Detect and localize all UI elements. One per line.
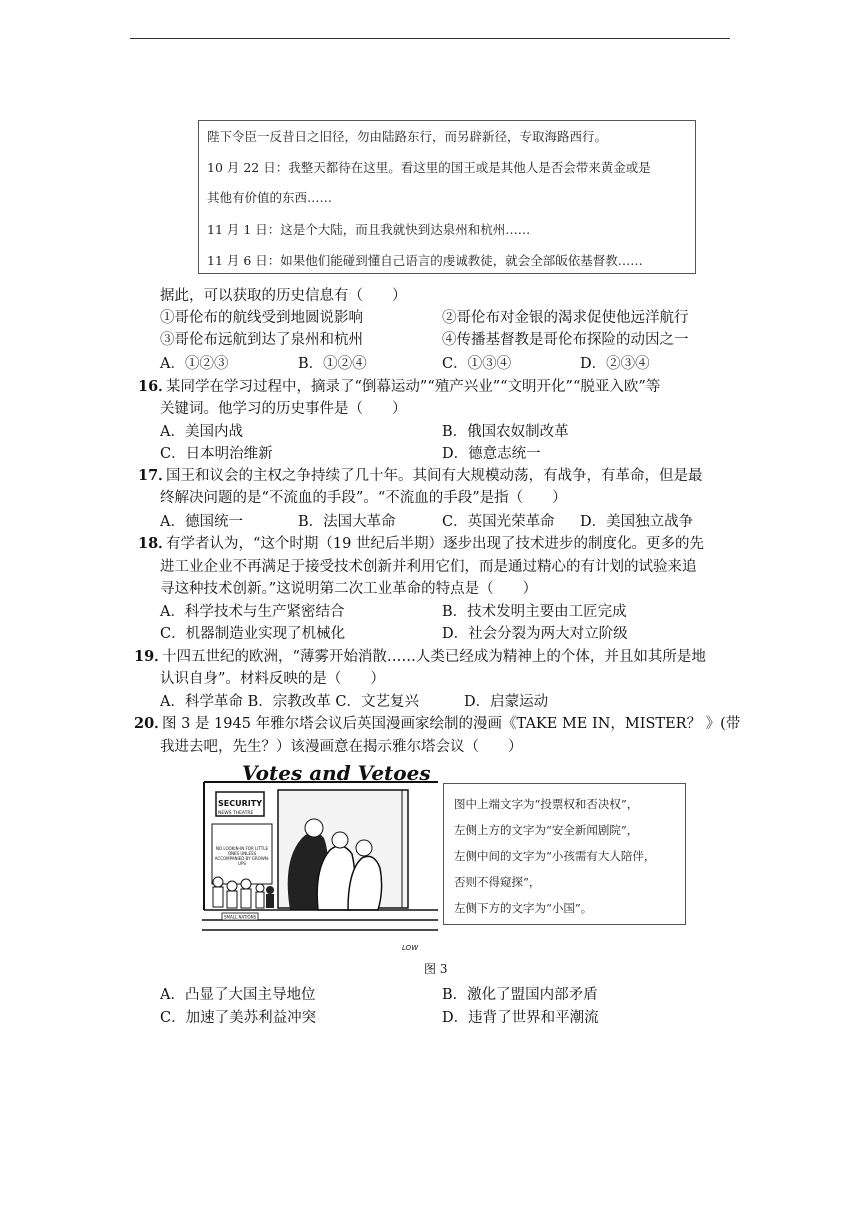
q15-option-a[interactable]: A．①②③	[160, 356, 229, 372]
q18-option-d[interactable]: D．社会分裂为两大对立阶级	[442, 626, 628, 642]
cartoon-banner-text: Votes and Vetoes	[242, 761, 431, 785]
q20-option-a[interactable]: A．凸显了大国主导地位	[160, 987, 316, 1003]
q16-option-b[interactable]: B．俄国农奴制改革	[442, 424, 569, 440]
q20-option-d[interactable]: D．违背了世界和平潮流	[442, 1010, 599, 1026]
q18-option-c[interactable]: C．机器制造业实现了机械化	[160, 626, 346, 642]
q16-option-a[interactable]: A．美国内战	[160, 424, 243, 440]
header-rule	[130, 38, 730, 39]
source-line: 陛下令臣一反昔日之旧径，勿由陆路东行，而另辟新径，专取海路西行。	[207, 129, 608, 144]
q15-item: ②哥伦布对金银的渴求促使他远洋航行	[442, 310, 689, 326]
q16-option-d[interactable]: D．德意志统一	[442, 446, 541, 462]
source-line: 其他有价值的东西……	[207, 190, 333, 205]
q18-option-b[interactable]: B．技术发明主要由工匠完成	[442, 604, 627, 620]
q19-stem-line: 认识自身”。材料反映的是（ ）	[160, 671, 385, 687]
q17-stem-line: 终解决问题的是“不流血的手段”。“不流血的手段”是指（ ）	[160, 490, 567, 506]
source-material-box	[198, 120, 696, 274]
caption-line: 左侧中间的文字为“小孩需有大人陪伴，	[454, 849, 656, 863]
q16-number: 16．	[138, 378, 173, 395]
cartoon-caption-box	[443, 783, 686, 925]
q15-option-c[interactable]: C．①③④	[442, 356, 512, 372]
q18-stem-line: 有学者认为，“这个时期（19 世纪后半期）逐步出现了技术进步的制度化。更多的先	[166, 536, 704, 552]
q18-stem-line: 进工业企业不再满足于接受技术创新并利用它们，而是通过精心的有计划的试验来追	[160, 559, 697, 575]
q17-number: 17．	[138, 467, 173, 484]
q15-item: ④传播基督教是哥伦布探险的动因之一	[442, 332, 689, 348]
q20-stem-line: 图 3 是 1945 年雅尔塔会议后英国漫画家绘制的漫画《TAKE ME IN，MISTER？ 》(带	[162, 716, 741, 732]
caption-line: 图中上端文字为“投票权和否决权”，	[454, 797, 639, 811]
q16-option-c[interactable]: C．日本明治维新	[160, 446, 273, 462]
q17-option-a[interactable]: A．德国统一	[160, 514, 243, 530]
cartoon-kids-label: SMALL NATIONS	[224, 914, 257, 920]
q20-number: 20．	[134, 715, 169, 732]
q18-stem-line: 寻这种技术创新。”这说明第二次工业革命的特点是（ ）	[160, 581, 538, 597]
caption-line: 左侧上方的文字为“安全新闻剧院”，	[454, 823, 639, 837]
q16-stem-line: 关键词。他学习的历史事件是（ ）	[160, 401, 407, 417]
q15-item: ③哥伦布远航到达了泉州和杭州	[160, 332, 363, 348]
q17-option-b[interactable]: B．法国大革命	[298, 514, 396, 530]
q20-stem-line: 我进去吧，先生？）该漫画意在揭示雅尔塔会议（ ）	[160, 739, 523, 755]
cartoon-sign-text: SECURITY	[218, 799, 262, 808]
q17-option-c[interactable]: C．英国光荣革命	[442, 514, 555, 530]
q15-stem: 据此，可以获取的历史信息有（ ）	[160, 288, 407, 304]
cartoon-sign-subtext: NEWS THEATRE	[218, 811, 254, 816]
q16-stem-line: 某同学在学习过程中，摘录了“倒幕运动”“殖产兴业”“文明开化”“脱亚入欧”等	[166, 379, 661, 395]
q18-number: 18．	[138, 535, 173, 552]
source-line: 10 月 22 日：我整天都待在这里。看这里的国王或是其他人是否会带来黄金或是	[207, 160, 651, 175]
figure-label: 图 3	[424, 962, 448, 976]
source-line: 11 月 6 日：如果他们能碰到懂自己语言的虔诚教徒，就会全部皈依基督教……	[207, 253, 643, 268]
q18-option-a[interactable]: A．科学技术与生产紧密结合	[160, 604, 345, 620]
caption-line: 左侧下方的文字为“小国”。	[454, 901, 593, 915]
cartoon-notice-text: NO LOOKIN-IN FOR LITTLE ONES UNLESS ACCOMPANIED BY GROWN-UPS	[214, 846, 270, 866]
q19-options-abc[interactable]: A．科学革命 B．宗教改革 C．文艺复兴	[160, 694, 419, 710]
source-line: 11 月 1 日：这是个大陆，而且我就快到达泉州和杭州……	[207, 222, 531, 237]
q20-option-c[interactable]: C．加速了美苏利益冲突	[160, 1010, 317, 1026]
q19-option-d[interactable]: D．启蒙运动	[464, 694, 549, 710]
q17-stem-line: 国王和议会的主权之争持续了几十年。其间有大规模动荡，有战争，有革命，但是最	[166, 468, 703, 484]
q15-item: ①哥伦布的航线受到地圆说影响	[160, 310, 363, 326]
cartoon-signature: LOW	[402, 944, 419, 952]
cartoon-figure	[202, 760, 438, 956]
q19-stem-line: 十四五世纪的欧洲，“薄雾开始消散……人类已经成为精神上的个体，并且如其所是地	[162, 649, 706, 665]
caption-line: 否则不得窥探”，	[454, 875, 541, 889]
q15-option-b[interactable]: B．①②④	[298, 356, 367, 372]
q17-option-d[interactable]: D．美国独立战争	[580, 514, 694, 530]
q19-number: 19．	[134, 648, 169, 665]
q15-option-d[interactable]: D．②③④	[580, 356, 650, 372]
q20-option-b[interactable]: B．激化了盟国内部矛盾	[442, 987, 598, 1003]
